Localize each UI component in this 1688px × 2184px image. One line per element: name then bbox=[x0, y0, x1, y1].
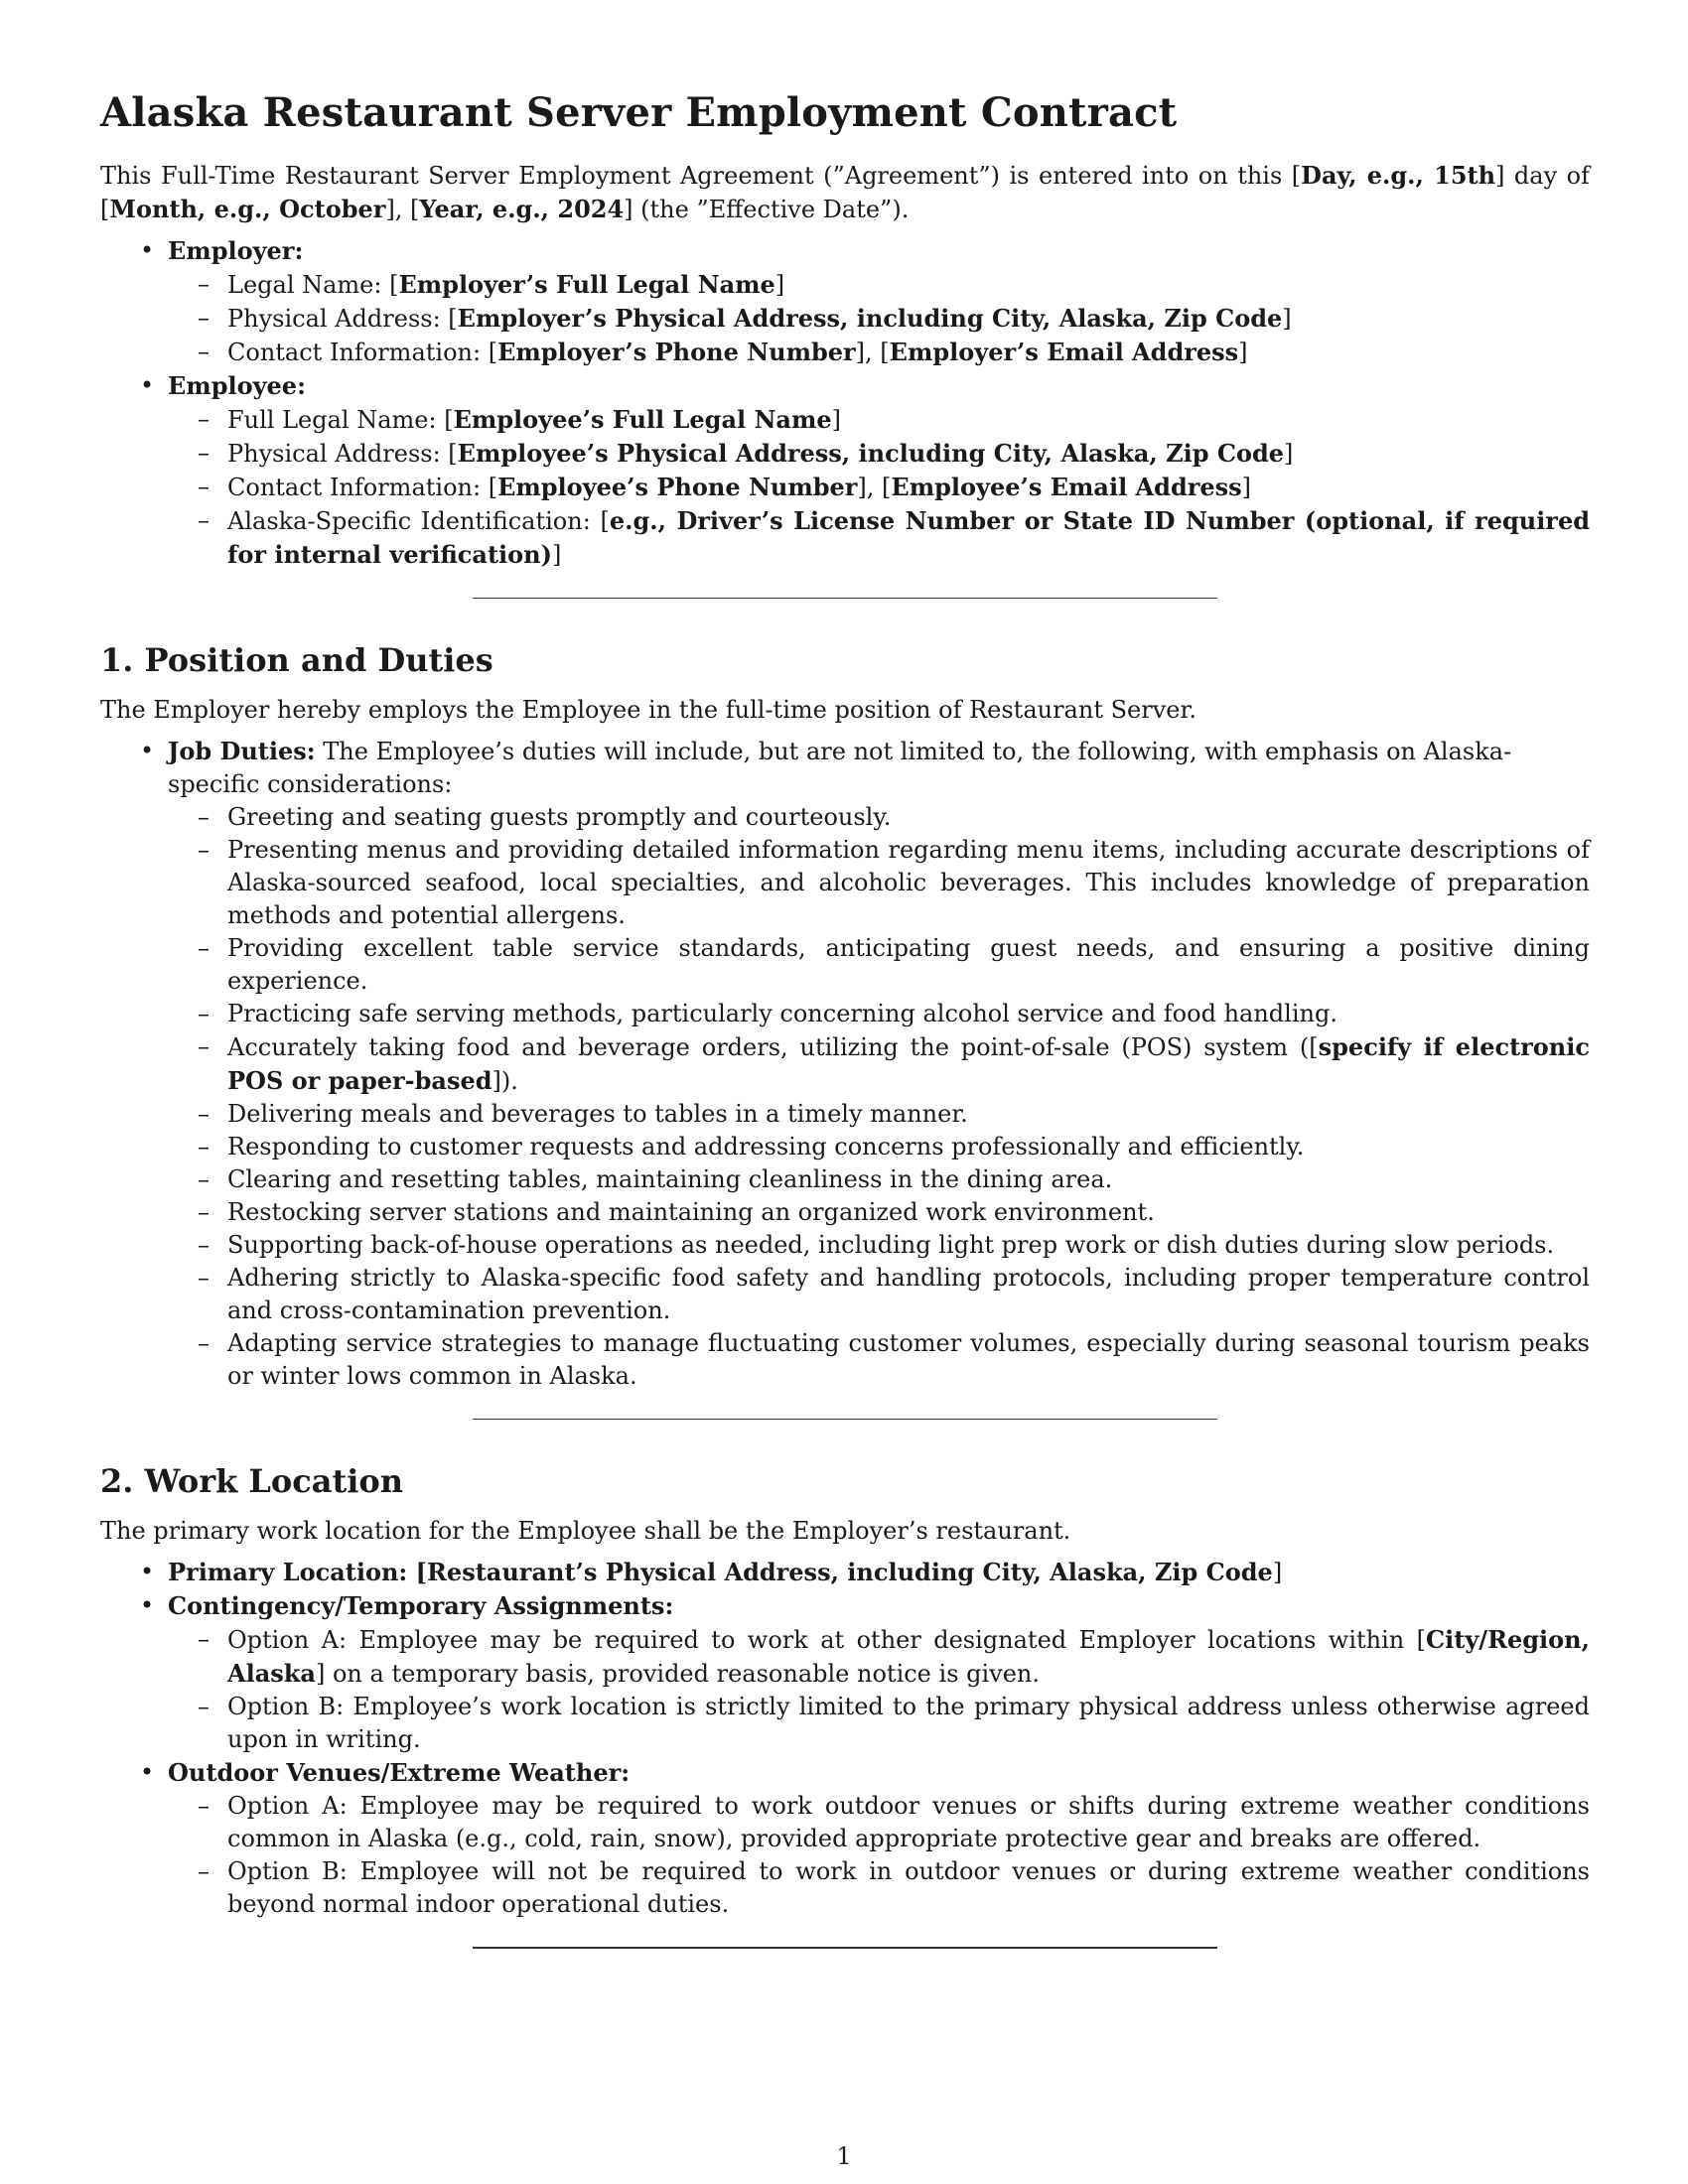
bullet-icon: • bbox=[140, 737, 155, 764]
dash-icon: – bbox=[198, 1264, 210, 1292]
list-item: – Practicing safe serving methods, particularly concerning alcohol service and food handling. bbox=[168, 998, 1590, 1030]
outdoor-options bbox=[168, 1790, 1590, 1921]
bullet-icon: • bbox=[140, 1558, 155, 1585]
dash-icon: – bbox=[198, 1000, 210, 1027]
bullet-icon: • bbox=[140, 371, 155, 399]
dash-icon: – bbox=[198, 473, 210, 500]
list-item: – Adapting service strategies to manage fluctuating customer volumes, especially during seasonal tourism peaks or winter lows common in Alaska. bbox=[198, 1329, 1590, 1390]
intro-month: Month, e.g., October bbox=[109, 195, 386, 223]
outdoor-item: • Outdoor Venues/Extreme Weather: – Option A: Employee may be required to work outdoor venues or shifts during extreme weather conditions common in Alaska (e.g., cold, rain, snow), provided appropriate protective gear and breaks are offered. – Option B: Employee will not be required to work in outdoor venues or during extreme weather conditions beyond normal indoor operational duties. bbox=[100, 1756, 1590, 1921]
dash-icon: – bbox=[198, 934, 210, 962]
dash-icon: – bbox=[198, 1231, 210, 1259]
list-item: – Providing excellent table service standards, anticipating guest needs, and ensuring a positive dining experience. bbox=[198, 934, 1590, 995]
employer-contact: – Contact Information: [Employer’s Phone Number], [Employer’s Email Address] bbox=[198, 338, 1248, 366]
employee-address: – Physical Address: [Employee’s Physical Address, including City, Alaska, Zip Code] bbox=[198, 439, 1294, 468]
employer-details bbox=[168, 268, 1590, 369]
list-item: – Option B: Employee’s work location is strictly limited to the primary physical address unless otherwise agreed upon in writing. bbox=[198, 1693, 1590, 1753]
list-item: – Clearing and resetting tables, maintaining cleanliness in the dining area. bbox=[168, 1163, 1590, 1196]
employee-label: Employee: bbox=[168, 371, 306, 400]
dash-icon: – bbox=[198, 1792, 210, 1820]
dash-icon: – bbox=[198, 338, 210, 365]
intro-text-4: ] (the ”Effective Date”). bbox=[624, 196, 910, 223]
list-item-pos: – Accurately taking food and beverage orders, utilizing the point-of-sale (POS) system ([specify if electronic POS or paper-based]). bbox=[198, 1032, 1590, 1095]
dash-icon: – bbox=[198, 439, 210, 467]
section-work-location bbox=[100, 1459, 1590, 1921]
page-number: 1 bbox=[836, 2142, 852, 2170]
job-duties-text: The Employee’s duties will include, but are not limited to, the following, with emphasis on Alaska-specific considerations: bbox=[168, 738, 1512, 798]
list-item: – Delivering meals and beverages to tables in a timely manner. bbox=[168, 1098, 1590, 1131]
dash-icon: – bbox=[198, 1329, 210, 1357]
dash-icon: – bbox=[198, 1100, 210, 1128]
employer-address: – Physical Address: [Employer’s Physical Address, including City, Alaska, Zip Code] bbox=[198, 304, 1292, 333]
document-page bbox=[100, 85, 1590, 1949]
list-item: – Greeting and seating guests promptly and courteously. bbox=[168, 801, 1590, 834]
contingency-item: • Contingency/Temporary Assignments: – Option A: Employee may be required to work at other designated Employer locations within [City/Region, Alaska] on a temporary basis, provided reasonable notice is given. – Option B: Employee’s work location is strictly limited to the primary physical address unless otherwise agreed upon in writing. bbox=[100, 1589, 1590, 1756]
list-item: – Option B: Employee will not be required to work in outdoor venues or during extreme weather conditions beyond normal indoor operational duties. bbox=[198, 1857, 1590, 1918]
location-list bbox=[100, 1556, 1590, 1921]
job-duties-label: Job Duties: bbox=[168, 737, 316, 765]
section-position-duties bbox=[100, 638, 1590, 1393]
employee-identification: – Alaska-Specific Identification: [e.g., Driver’s License Number or State ID Number (optional, if required for internal verification)] bbox=[198, 506, 1591, 569]
intro-text-3: ], [ bbox=[385, 196, 420, 223]
primary-location-item: • Primary Location: [Restaurant’s Physical Address, including City, Alaska, Zip Code] bbox=[140, 1558, 1283, 1586]
list-item: – Restocking server stations and maintaining an organized work environment. bbox=[168, 1196, 1590, 1229]
bullet-icon: • bbox=[140, 236, 155, 264]
bullet-icon: • bbox=[140, 1758, 155, 1786]
horizontal-rule bbox=[473, 598, 1217, 599]
intro-year: Year, e.g., 2024 bbox=[419, 195, 625, 223]
list-item: – Option A: Employee may be required to work at other designated Employer locations within [City/Region, Alaska] on a temporary basis, provided reasonable notice is given. bbox=[198, 1625, 1590, 1688]
dash-icon: – bbox=[198, 1165, 210, 1193]
duties-list bbox=[100, 735, 1590, 1393]
dash-icon: – bbox=[198, 1857, 210, 1885]
dash-icon: – bbox=[198, 1693, 210, 1720]
dash-icon: – bbox=[198, 1198, 210, 1226]
list-item: – Adhering strictly to Alaska-specific food safety and handling protocols, including proper temperature control and cross-contamination prevention. bbox=[198, 1264, 1590, 1324]
section-lead: The Employer hereby employs the Employee in the full-time position of Restaurant Server. bbox=[100, 696, 1196, 724]
employee-details bbox=[168, 403, 1590, 572]
list-item: – Option A: Employee may be required to work outdoor venues or shifts during extreme weather conditions common in Alaska (e.g., cold, rain, snow), provided appropriate protective gear and breaks are offered. bbox=[198, 1792, 1590, 1852]
horizontal-rule bbox=[473, 1947, 1217, 1949]
dash-icon: – bbox=[198, 803, 210, 831]
dash-icon: – bbox=[198, 1133, 210, 1160]
intro-paragraph bbox=[100, 159, 1590, 226]
duties-sublist bbox=[168, 801, 1590, 1393]
parties-list bbox=[100, 234, 1590, 572]
employee-item bbox=[100, 369, 1590, 572]
document-title: Alaska Restaurant Server Employment Contract bbox=[100, 89, 1178, 136]
list-item: – Responding to customer requests and addressing concerns professionally and efficiently. bbox=[168, 1131, 1590, 1163]
employer-legal-name: – Legal Name: [Employer’s Full Legal Name] bbox=[198, 270, 785, 299]
employer-label: Employer: bbox=[168, 236, 304, 265]
dash-icon: – bbox=[198, 405, 210, 433]
section-heading: 1. Position and Duties bbox=[100, 641, 493, 679]
dash-icon: – bbox=[198, 836, 210, 864]
dash-icon: – bbox=[198, 1625, 210, 1653]
intro-text-1: This Full-Time Restaurant Server Employment Agreement (”Agreement”) is entered into on this [ bbox=[100, 162, 1302, 190]
list-item: – Supporting back-of-house operations as needed, including light prep work or dish duties during slow periods. bbox=[168, 1229, 1590, 1262]
section-heading: 2. Work Location bbox=[100, 1462, 403, 1500]
employee-contact: – Contact Information: [Employee’s Phone Number], [Employee’s Email Address] bbox=[198, 473, 1252, 501]
dash-icon: – bbox=[198, 1032, 210, 1060]
employee-legal-name: – Full Legal Name: [Employee’s Full Legal Name] bbox=[198, 405, 841, 434]
bullet-icon: • bbox=[140, 1591, 155, 1619]
dash-icon: – bbox=[198, 506, 210, 534]
section-lead: The primary work location for the Employee shall be the Employer’s restaurant. bbox=[100, 1517, 1071, 1545]
intro-text-2: ] day of [ bbox=[100, 162, 1590, 223]
contingency-options bbox=[168, 1623, 1590, 1756]
dash-icon: – bbox=[198, 270, 210, 298]
job-duties-item bbox=[100, 735, 1590, 1393]
horizontal-rule bbox=[473, 1419, 1217, 1420]
intro-day: Day, e.g., 15th bbox=[1301, 161, 1496, 190]
list-item: – Presenting menus and providing detailed information regarding menu items, including accurate descriptions of Alaska-sourced seafood, local specialties, and alcoholic beverages. This includes knowledge of preparation methods and potential allergens. bbox=[198, 836, 1590, 929]
employer-item bbox=[100, 234, 1590, 369]
dash-icon: – bbox=[198, 304, 210, 332]
